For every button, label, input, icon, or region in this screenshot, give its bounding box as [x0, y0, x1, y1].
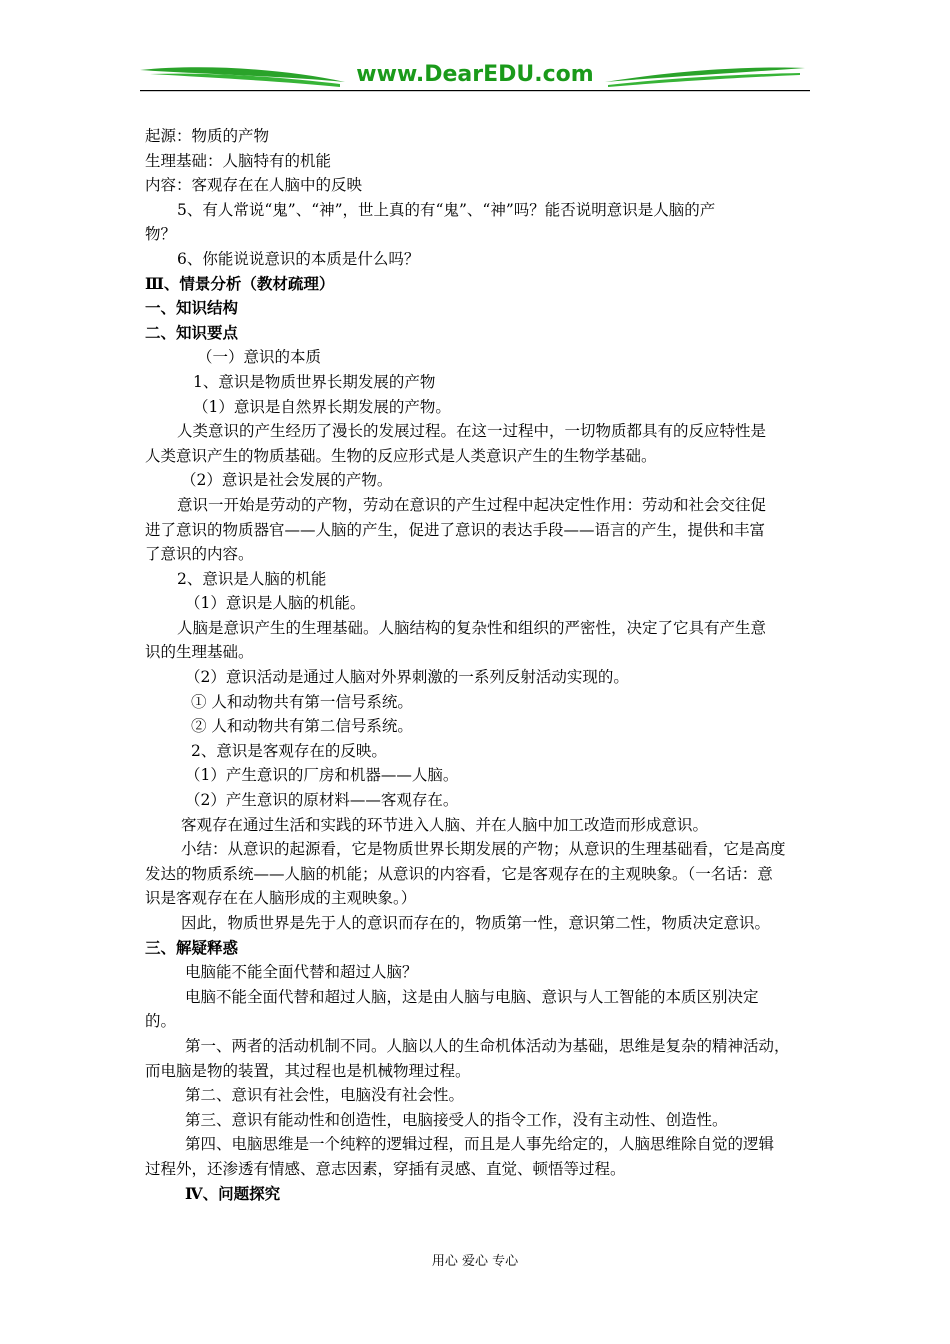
text-line: 2、意识是客观存在的反映。 [191, 741, 387, 760]
site-logo-text[interactable]: www.DearEDU.com [356, 62, 594, 87]
section-heading: 二、知识要点 [145, 322, 239, 342]
text-line: 第一、两者的活动机制不同。人脑以人的生命机体活动为基础，思维是复杂的精神活动， [185, 1036, 790, 1055]
text-line: 发达的物质系统——人脑的机能；从意识的内容看，它是客观存在的主观映象。（一名话：意 [145, 864, 773, 883]
text-line: 电脑能不能全面代替和超过人脑？ [185, 963, 418, 982]
text-line: （1）产生意识的厂房和机器——人脑。 [185, 766, 459, 785]
text-line: ① 人和动物共有第一信号系统。 [191, 692, 413, 711]
text-line: 的。 [145, 1012, 177, 1031]
page-header [140, 60, 810, 94]
text-line: 因此，物质世界是先于人的意识而存在的，物质第一性，意识第二性，物质决定意识。 [181, 914, 771, 932]
text-line: （1）意识是人脑的机能。 [185, 594, 366, 613]
document-body [145, 124, 810, 1206]
text-line: 第四、电脑思维是一个纯粹的逻辑过程，而且是人事先给定的，人脑思维除自觉的逻辑 [185, 1135, 775, 1154]
text-line: 内容：客观存在在人脑中的反映 [145, 176, 363, 195]
text-line: 1、意识是物质世界长期发展的产物 [193, 372, 436, 391]
section-heading: 三、解疑释惑 [145, 937, 239, 957]
text-line: 而电脑是物的装置，其过程也是机械物理过程。 [145, 1061, 471, 1080]
text-line: 2、意识是人脑的机能 [177, 569, 327, 588]
text-line: 物？ [145, 225, 177, 244]
text-line: 进了意识的物质器官——人脑的产生，促进了意识的表达手段——语言的产生，提供和丰富 [145, 520, 766, 539]
page-footer: 用心 爱心 专心 [431, 1254, 519, 1269]
text-line: 识是客观存在在人脑形成的主观映象。） [145, 889, 417, 908]
text-line: 电脑不能全面代替和超过人脑，这是由人脑与电脑、意识与人工智能的本质区别决定 [185, 987, 759, 1006]
text-line: 了意识的内容。 [145, 545, 254, 564]
section-heading: Ⅲ、情景分析（教材疏理） [145, 273, 335, 293]
text-line: 小结：从意识的起源看，它是物质世界长期发展的产物；从意识的生理基础看，它是高度 [181, 840, 786, 859]
text-line: （2）意识是社会发展的产物。 [181, 471, 393, 490]
text-line: 识的生理基础。 [145, 643, 254, 662]
text-line: 5、有人常说“鬼”、“神”，世上真的有“鬼”、“神”吗？能否说明意识是人脑的产 [177, 200, 716, 219]
text-line: （一）意识的本质 [197, 348, 322, 367]
text-line: 人脑是意识产生的生理基础。人脑结构的复杂性和组织的严密性，决定了它具有产生意 [177, 618, 767, 637]
text-line: 第三、意识有能动性和创造性，电脑接受人的指令工作，没有主动性、创造性。 [185, 1110, 728, 1129]
section-heading: Ⅳ、问题探究 [185, 1183, 281, 1203]
text-line: 第二、意识有社会性，电脑没有社会性。 [185, 1086, 465, 1105]
text-line: （2）产生意识的原材料——客观存在。 [185, 791, 459, 810]
text-line: 意识一开始是劳动的产物，劳动在意识的产生过程中起决定性作用：劳动和社会交往促 [177, 495, 767, 514]
text-line: ② 人和动物共有第二信号系统。 [191, 717, 413, 736]
text-line: 生理基础：人脑特有的机能 [145, 151, 332, 170]
text-line: 人类意识的产生经历了漫长的发展过程。在这一过程中，一切物质都具有的反应特性是 [177, 422, 767, 441]
text-line: （1）意识是自然界长期发展的产物。 [193, 397, 451, 416]
text-line: 起源：物质的产物 [145, 127, 270, 145]
text-line: （2）意识活动是通过人脑对外界刺激的一系列反射活动实现的。 [185, 668, 629, 687]
text-line: 客观存在通过生活和实践的环节进入人脑、并在人脑中加工改造而形成意识。 [181, 815, 709, 834]
text-line: 过程外，还渗透有情感、意志因素，穿插有灵感、直觉、顿悟等过程。 [145, 1159, 626, 1178]
text-line: 人类意识产生的物质基础。生物的反应形式是人类意识产生的生物学基础。 [145, 446, 657, 465]
section-heading: 一、知识结构 [145, 298, 239, 318]
text-line: 6、你能说说意识的本质是什么吗？ [177, 249, 420, 268]
